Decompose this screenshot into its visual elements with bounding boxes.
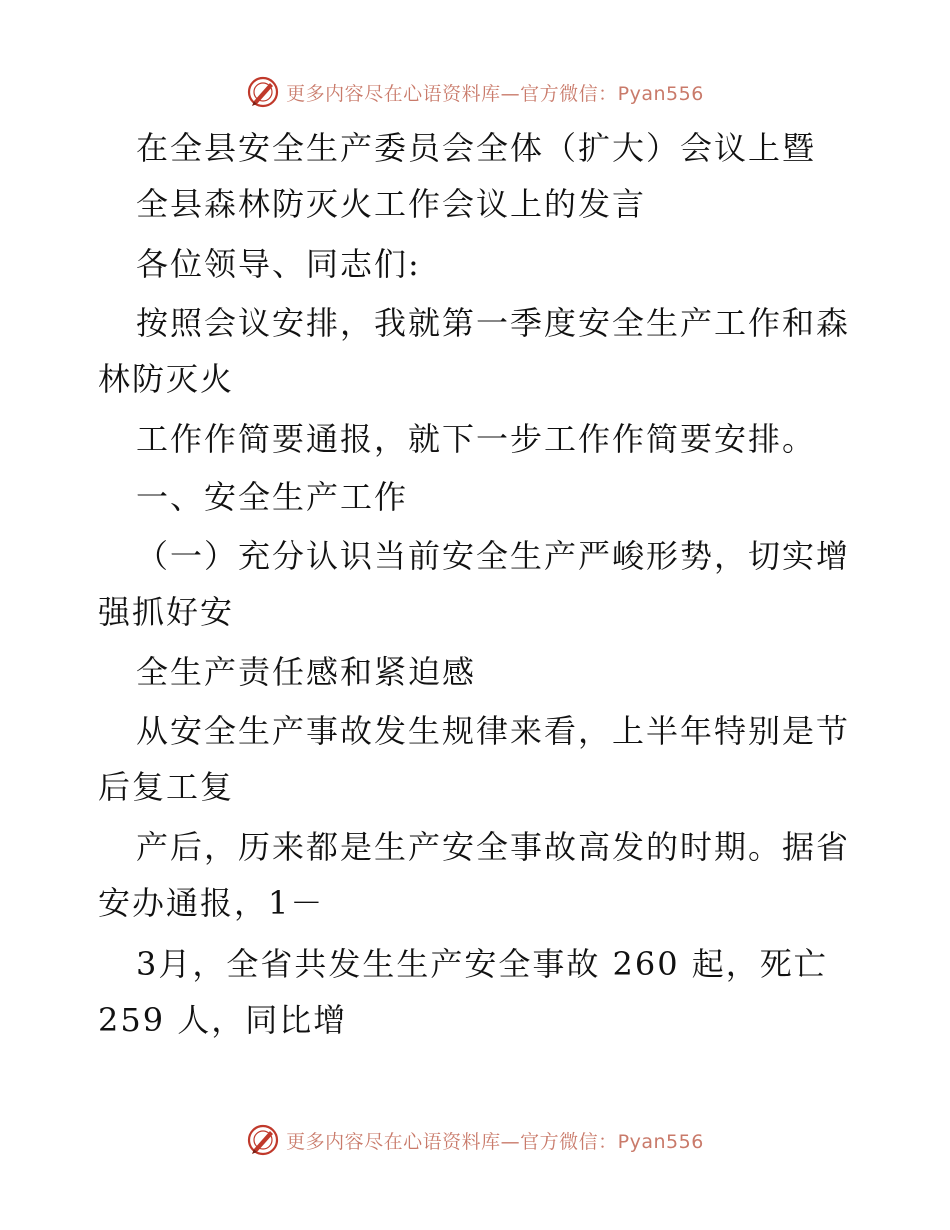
title-line-2: 全县森林防灭火工作会议上的发言 — [136, 185, 647, 223]
subsection-heading: （一）充分认识当前安全生产严峻形势，切实增 — [136, 537, 851, 575]
watermark-text: 更多内容尽在心语资料库—官方微信：Pyan556 — [286, 82, 704, 105]
paragraph-line: 林防灭火 — [98, 360, 235, 398]
section-heading: 一、安全生产工作 — [136, 478, 409, 516]
pen-logo-icon — [246, 75, 280, 109]
title-line-1: 在全县安全生产委员会全体（扩大）会议上暨 — [136, 129, 817, 167]
paragraph-line: 产后，历来都是生产安全事故高发的时期。据省 — [136, 828, 851, 866]
watermark-header — [0, 72, 950, 112]
paragraph-line: 安办通报，1－ — [98, 884, 325, 922]
watermark-footer — [0, 1120, 950, 1160]
paragraph-line: 按照会议安排，我就第一季度安全生产工作和森 — [136, 304, 851, 342]
watermark-text: 更多内容尽在心语资料库—官方微信：Pyan556 — [286, 1130, 704, 1153]
paragraph-line: 从安全生产事故发生规律来看，上半年特别是节 — [136, 712, 851, 750]
paragraph-line: 3月，全省共发生生产安全事故 260 起，死亡 — [136, 945, 828, 983]
subsection-heading: 强抓好安 — [98, 593, 235, 631]
paragraph-line: 工作作简要通报，就下一步工作作简要安排。 — [136, 420, 817, 458]
salutation: 各位领导、同志们: — [136, 245, 421, 283]
paragraph-line: 后复工复 — [98, 768, 235, 806]
subsection-heading: 全生产责任感和紧迫感 — [136, 653, 477, 691]
paragraph-line: 259 人，同比增 — [98, 1001, 348, 1039]
pen-logo-icon — [246, 1123, 280, 1157]
